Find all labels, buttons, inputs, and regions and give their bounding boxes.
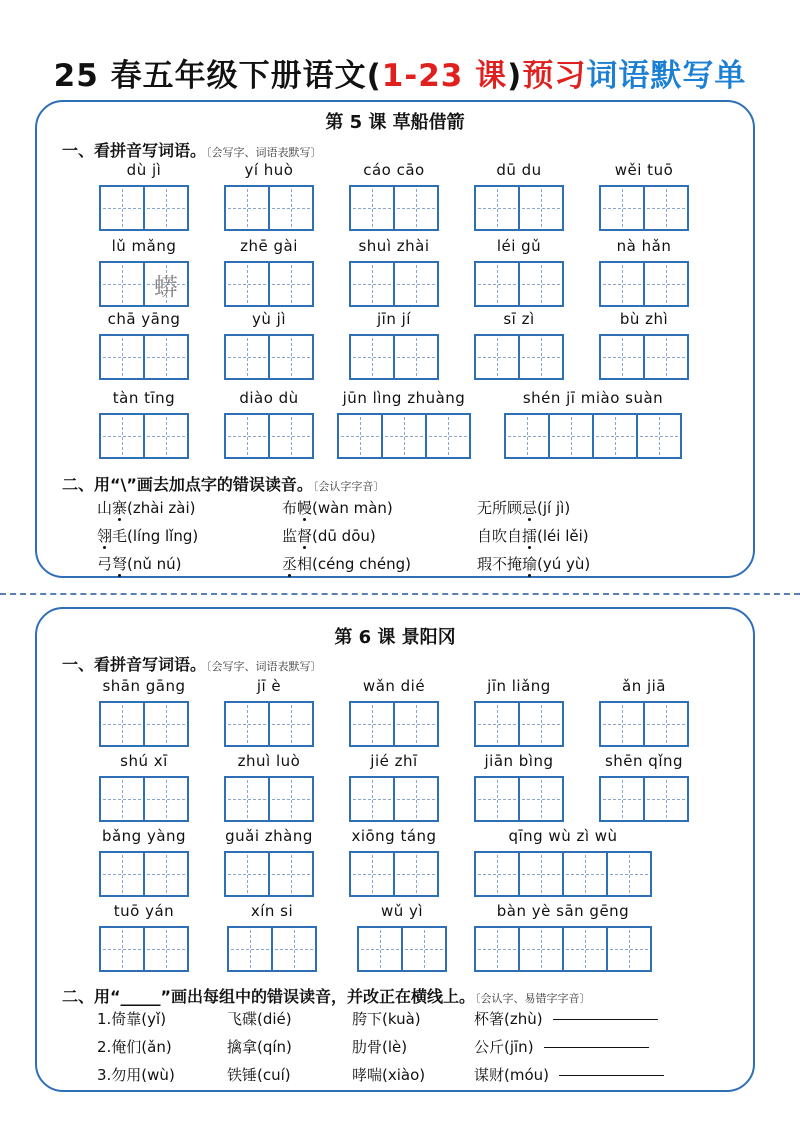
writing-box[interactable] (99, 851, 145, 897)
writing-box[interactable] (599, 776, 645, 822)
word-text: 谋财(móu) (474, 1066, 550, 1084)
pinyin-label: bàn yè sān gēng (496, 902, 630, 920)
word-text: 自吹自 (477, 527, 523, 545)
word-item (282, 525, 376, 546)
writing-box[interactable] (224, 334, 270, 380)
ghost-character: 蟒 (154, 272, 178, 301)
writing-box[interactable] (224, 185, 270, 231)
pinyin-label: jié zhī (370, 752, 418, 770)
writing-box[interactable] (224, 851, 270, 897)
word-item (97, 497, 195, 518)
writing-box[interactable] (268, 776, 314, 822)
dotted-character: 督 (297, 527, 313, 545)
lesson-5-section-2-heading (62, 472, 384, 495)
writing-box[interactable] (143, 185, 189, 231)
pinyin-label: tàn tīng (112, 389, 176, 407)
writing-box[interactable] (268, 261, 314, 307)
writing-box[interactable] (474, 926, 520, 972)
pinyin-label: chā yāng (107, 310, 181, 328)
pinyin-label: tuō yán (113, 902, 175, 920)
title-part-2: 1-23 课 (381, 58, 508, 94)
word-text: (wàn màn) (312, 499, 393, 517)
word-item (477, 525, 589, 546)
word-item (282, 497, 393, 518)
writing-box[interactable] (393, 776, 439, 822)
answer-line[interactable] (559, 1075, 664, 1076)
writing-box[interactable] (562, 851, 608, 897)
dotted-character: 瑜 (522, 555, 538, 573)
writing-box[interactable] (592, 413, 638, 459)
writing-box[interactable] (393, 851, 439, 897)
writing-box[interactable] (599, 701, 645, 747)
word-text: 瑕不掩 (477, 555, 523, 573)
writing-box[interactable] (599, 261, 645, 307)
word-item (477, 553, 590, 574)
writing-box[interactable] (636, 413, 682, 459)
writing-box[interactable] (606, 851, 652, 897)
word-text: 弓 (97, 555, 113, 573)
correction-item (97, 1008, 166, 1029)
writing-box[interactable] (224, 701, 270, 747)
word-text: (jí jì) (537, 499, 571, 517)
pinyin-label: wěi tuō (614, 161, 674, 179)
pinyin-label: dū du (496, 161, 542, 179)
pinyin-label: shēn qǐng (604, 752, 684, 770)
word-text: (léi lěi) (537, 527, 589, 545)
section-note: 〔会写字、词语表默写〕 (206, 660, 322, 673)
writing-box[interactable] (143, 926, 189, 972)
pinyin-label: shān gāng (102, 677, 186, 695)
writing-box[interactable] (224, 776, 270, 822)
dotted-character: 丞 (282, 555, 298, 573)
correction-item (352, 1064, 425, 1085)
writing-box[interactable] (518, 334, 564, 380)
writing-box[interactable] (393, 185, 439, 231)
correction-item (227, 1036, 292, 1057)
dashed-separator (0, 593, 800, 595)
lesson-5-section-1-heading (62, 138, 322, 161)
correction-item (227, 1008, 292, 1029)
writing-box[interactable] (643, 185, 689, 231)
pinyin-label: wǎn dié (362, 677, 426, 695)
word-text: (zhài zài) (127, 499, 196, 517)
writing-box[interactable] (271, 926, 317, 972)
pinyin-label: shú xī (120, 752, 168, 770)
word-item (97, 553, 182, 574)
word-text: (nǔ nú) (127, 555, 182, 573)
dotted-character: 弩 (112, 555, 128, 573)
writing-box[interactable] (643, 334, 689, 380)
writing-box[interactable] (268, 701, 314, 747)
word-text: 擒拿(qín) (227, 1038, 292, 1056)
lesson-5-title: 第 5 课 草船借箭 (325, 112, 465, 133)
writing-box[interactable] (349, 701, 395, 747)
writing-box[interactable] (268, 334, 314, 380)
pinyin-label: yù jì (252, 310, 286, 328)
word-text: 胯下(kuà) (352, 1010, 421, 1028)
writing-box[interactable] (548, 413, 594, 459)
title-part-5: 词语默写单 (586, 58, 747, 94)
word-text: (yú yù) (537, 555, 591, 573)
writing-box[interactable] (349, 261, 395, 307)
writing-box[interactable] (143, 776, 189, 822)
title-part-3: ) (507, 58, 523, 94)
word-text: 相(céng chéng) (297, 555, 412, 573)
pinyin-label: cáo cāo (363, 161, 425, 179)
word-text: 山 (97, 499, 113, 517)
dotted-character: 翎 (97, 527, 113, 545)
answer-line[interactable] (544, 1047, 649, 1048)
writing-box[interactable] (224, 413, 270, 459)
word-text: 布 (282, 499, 298, 517)
writing-box[interactable] (393, 334, 439, 380)
word-text: 杯箸(zhù) (474, 1010, 543, 1028)
section-note: 〔会认字字音〕 (312, 480, 385, 493)
writing-box[interactable] (518, 851, 564, 897)
writing-box[interactable] (643, 776, 689, 822)
word-item (97, 525, 198, 546)
section-heading-text: 一、看拼音写词语。 (62, 141, 207, 160)
pinyin-label: bǎng yàng (101, 827, 187, 845)
pinyin-label: dù jì (126, 161, 162, 179)
writing-box[interactable] (143, 413, 189, 459)
word-text: 哮喘(xiào) (352, 1066, 426, 1084)
writing-box[interactable] (349, 334, 395, 380)
writing-box[interactable] (474, 261, 520, 307)
word-text: 飞碟(dié) (227, 1010, 292, 1028)
pinyin-label: shuì zhài (358, 237, 430, 255)
section-note: 〔会认字、易错字字音〕 (475, 992, 591, 1005)
writing-box[interactable] (643, 261, 689, 307)
section-heading-text: 二、用“_____”画出每组中的错误读音，并改正在横线上。 (62, 987, 476, 1006)
writing-box[interactable] (401, 926, 447, 972)
pinyin-label: léi gǔ (496, 237, 542, 255)
lesson-5-panel (35, 100, 755, 578)
section-heading-text: 二、用“\”画去加点字的错误读音。 (62, 475, 313, 494)
word-item (477, 497, 570, 518)
pinyin-label: zhuì luò (237, 752, 301, 770)
pinyin-label: jīn jí (377, 310, 411, 328)
section-note: 〔会写字、词语表默写〕 (206, 146, 322, 159)
writing-box[interactable] (99, 926, 145, 972)
writing-box[interactable] (599, 185, 645, 231)
dotted-character: 擂 (522, 527, 538, 545)
word-text: 监 (282, 527, 298, 545)
word-text: 肋骨(lè) (352, 1038, 408, 1056)
dotted-character: 寨 (112, 499, 128, 517)
writing-box[interactable] (349, 776, 395, 822)
word-text: 2.俺们(ǎn) (97, 1038, 172, 1056)
writing-box[interactable] (357, 926, 403, 972)
writing-box[interactable] (99, 261, 145, 307)
lesson-6-section-1-heading (62, 652, 322, 675)
writing-box[interactable] (99, 413, 145, 459)
pinyin-label: wǔ yì (380, 902, 424, 920)
word-item (282, 553, 411, 574)
lesson-6-panel (35, 607, 755, 1092)
correction-item (474, 1008, 658, 1029)
writing-box[interactable] (224, 261, 270, 307)
title-part-1: 25 春五年级下册语文( (53, 58, 382, 94)
writing-box[interactable] (518, 185, 564, 231)
dotted-character: 忌 (522, 499, 538, 517)
writing-box[interactable] (599, 334, 645, 380)
correction-item (227, 1064, 291, 1085)
lesson-6-section-2-heading (62, 984, 591, 1007)
word-text: 1.倚靠(yǐ) (97, 1010, 167, 1028)
pinyin-label: guǎi zhàng (225, 827, 313, 845)
writing-box[interactable] (381, 413, 427, 459)
word-text: (dū dōu) (312, 527, 376, 545)
pinyin-label: qīng wù zì wù (508, 827, 618, 845)
pinyin-label: diào dù (239, 389, 299, 407)
writing-box[interactable] (143, 701, 189, 747)
writing-box[interactable] (337, 413, 383, 459)
correction-item (352, 1036, 407, 1057)
pinyin-label: ǎn jiā (622, 677, 666, 695)
writing-box[interactable] (562, 926, 608, 972)
writing-box[interactable] (474, 851, 520, 897)
pinyin-label: xiōng táng (351, 827, 437, 845)
writing-box[interactable] (143, 334, 189, 380)
writing-box[interactable] (518, 776, 564, 822)
writing-box[interactable] (393, 701, 439, 747)
writing-box[interactable] (474, 185, 520, 231)
word-text: 公斤(jīn) (474, 1038, 534, 1056)
correction-item (97, 1036, 172, 1057)
pinyin-label: xín si (250, 902, 294, 920)
pinyin-label: yí huò (244, 161, 294, 179)
word-text: 无所顾 (477, 499, 523, 517)
pinyin-label: jiān bìng (484, 752, 554, 770)
writing-box[interactable] (349, 851, 395, 897)
writing-box[interactable] (474, 334, 520, 380)
pinyin-label: nà hǎn (616, 237, 672, 255)
lesson-6-title: 第 6 课 景阳冈 (334, 627, 456, 648)
writing-box[interactable] (268, 413, 314, 459)
writing-box[interactable] (268, 851, 314, 897)
correction-item (97, 1064, 175, 1085)
writing-box[interactable] (474, 776, 520, 822)
writing-box[interactable] (99, 776, 145, 822)
section-heading-text: 一、看拼音写词语。 (62, 655, 207, 674)
writing-box[interactable] (393, 261, 439, 307)
writing-box[interactable] (606, 926, 652, 972)
title-part-4: 预习 (522, 58, 587, 94)
pinyin-label: lǔ mǎng (111, 237, 177, 255)
writing-box[interactable] (518, 926, 564, 972)
pinyin-label: jūn lìng zhuàng (342, 389, 466, 407)
correction-item (474, 1064, 664, 1085)
pinyin-label: jī è (256, 677, 282, 695)
writing-box[interactable] (474, 701, 520, 747)
writing-box[interactable] (143, 261, 189, 307)
writing-box[interactable] (143, 851, 189, 897)
writing-box[interactable] (99, 185, 145, 231)
writing-box[interactable] (349, 185, 395, 231)
writing-box[interactable] (227, 926, 273, 972)
writing-box[interactable] (99, 334, 145, 380)
dotted-character: 幔 (297, 499, 313, 517)
correction-item (352, 1008, 421, 1029)
pinyin-label: jīn liǎng (487, 677, 551, 695)
pinyin-label: shén jī miào suàn (522, 389, 664, 407)
word-text: 3.勿用(wù) (97, 1066, 175, 1084)
writing-box[interactable] (268, 185, 314, 231)
writing-box[interactable] (518, 701, 564, 747)
answer-line[interactable] (553, 1019, 658, 1020)
writing-box[interactable] (99, 701, 145, 747)
writing-box[interactable] (504, 413, 550, 459)
writing-box[interactable] (518, 261, 564, 307)
pinyin-label: bù zhì (619, 310, 669, 328)
word-text: 铁锤(cuí) (227, 1066, 291, 1084)
writing-box[interactable] (643, 701, 689, 747)
word-text: 毛(líng lǐng) (112, 527, 199, 545)
correction-item (474, 1036, 649, 1057)
writing-box[interactable] (425, 413, 471, 459)
pinyin-label: sī zì (503, 310, 535, 328)
pinyin-label: zhē gài (240, 237, 298, 255)
page-title (0, 50, 800, 95)
